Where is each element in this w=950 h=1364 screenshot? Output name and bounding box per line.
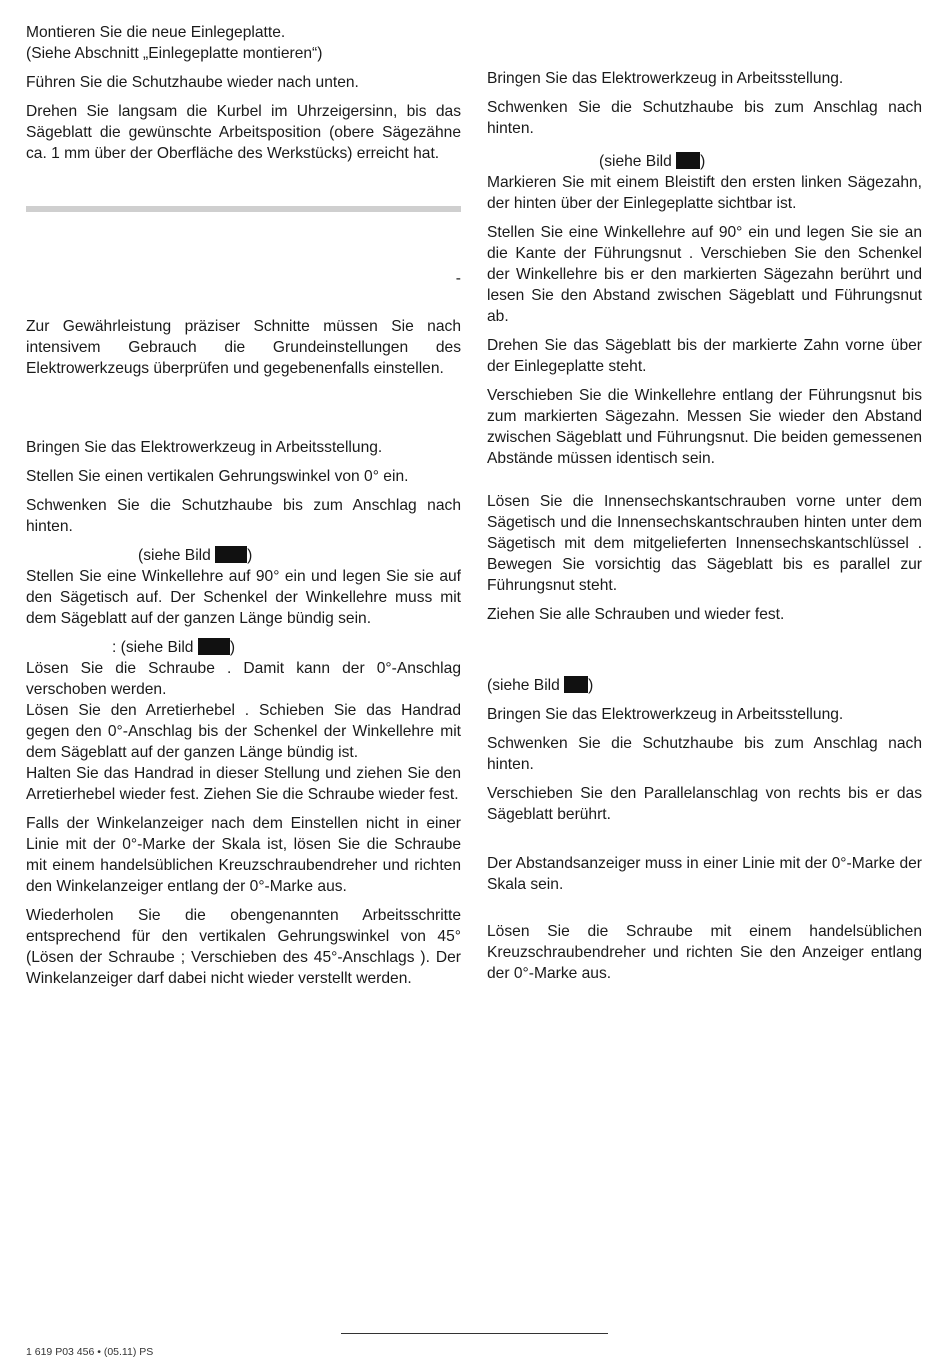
left-column — [26, 22, 461, 997]
footer-rule — [341, 1333, 608, 1334]
figure-reference: (siehe Bild ) — [599, 153, 706, 170]
paragraph: Halten Sie das Handrad in dieser Stellung und ziehen Sie den Arretierhebel wieder fest. Ziehen Sie die Schraube wieder fest. — [26, 765, 461, 803]
paragraph: Stellen Sie eine Winkellehre auf 90° ein und legen Sie sie an die Kante der Führungsnut . Verschieben Sie den Schenkel der Winkellehre bis er den markierten Sägezahn berührt und lesen Sie den Abstand zwischen Sägeblatt und Führungsnut ab. — [487, 224, 922, 325]
figure-reference: (siehe Bild ) — [487, 677, 594, 694]
paragraph: Der Abstandsanzeiger muss in einer Linie mit der 0°-Marke der Skala sein. — [487, 855, 922, 893]
figure-number-mark — [564, 676, 588, 693]
figure-number-mark — [198, 638, 230, 655]
paragraph: Ziehen Sie alle Schrauben und wieder fest. — [487, 606, 785, 623]
paragraph: Falls der Winkelanzeiger nach dem Einstellen nicht in einer Linie mit der 0°-Marke der Skala ist, lösen Sie die Schraube mit einem handelsüblichen Kreuzschraubendreher und richten den Winkelanzeiger entlang der 0°-Marke aus. — [26, 815, 461, 895]
paragraph: Zur Gewährleistung präziser Schnitte müssen Sie nach intensivem Gebrauch die Grundeinstellungen des Elektrowerkzeugs überprüfen und gegebenenfalls einstellen. — [26, 318, 461, 377]
figure-reference: : (siehe Bild ) — [112, 639, 236, 656]
paragraph: Drehen Sie das Sägeblatt bis der markierte Zahn vorne über der Einlegeplatte steht. — [487, 337, 922, 375]
paragraph: Lösen Sie die Innensechskantschrauben vorne unter dem Sägetisch und die Innensechskantschrauben hinten unter dem Sägetisch mit dem mitgelieferten Innensechskantschlüssel . Bewegen Sie vorsichtig das Sägeblatt bis es parallel zur Führungsnut steht. — [487, 493, 922, 594]
right-column — [487, 68, 922, 992]
paragraph: Lösen Sie die Schraube mit einem handelsüblichen Kreuzschraubendreher und richten Sie den Anzeiger entlang der 0°-Marke aus. — [487, 923, 922, 982]
paragraph: Bringen Sie das Elektrowerkzeug in Arbeitsstellung. — [487, 706, 844, 723]
section-divider — [26, 206, 461, 212]
figure-reference: (siehe Bild ) — [138, 547, 253, 564]
paragraph: Verschieben Sie den Parallelanschlag von rechts bis er das Sägeblatt berührt. — [487, 785, 922, 823]
paragraph: Bringen Sie das Elektrowerkzeug in Arbeitsstellung. — [487, 70, 844, 87]
paragraph: Lösen Sie den Arretierhebel . Schieben Sie das Handrad gegen den 0°-Anschlag bis der Schenkel der Winkellehre mit dem Sägeblatt auf der ganzen Länge bündig ist. — [26, 702, 461, 761]
paragraph: Schwenken Sie die Schutzhaube bis zum Anschlag nach hinten. — [487, 735, 922, 773]
paragraph: Drehen Sie langsam die Kurbel im Uhrzeigersinn, bis das Sägeblatt die gewünschte Arbeitsposition (obere Sägezähne ca. 1 mm über der Oberfläche des Werkstücks) erreicht hat. — [26, 103, 461, 162]
paragraph: Montieren Sie die neue Einlegeplatte. (Siehe Abschnitt „Einlegeplatte montieren“) — [26, 24, 323, 62]
footer-code: 1 619 P03 456 • (05.11) PS — [26, 1346, 154, 1358]
paragraph: Schwenken Sie die Schutzhaube bis zum Anschlag nach hinten. — [487, 99, 922, 137]
paragraph: Lösen Sie die Schraube . Damit kann der 0°-Anschlag verschoben werden. — [26, 660, 461, 698]
dash-mark: - — [455, 270, 461, 287]
paragraph: Führen Sie die Schutzhaube wieder nach unten. — [26, 74, 359, 91]
paragraph: Markieren Sie mit einem Bleistift den ersten linken Sägezahn, der hinten über der Einlegeplatte sichtbar ist. — [487, 174, 922, 212]
paragraph: Verschieben Sie die Winkellehre entlang der Führungsnut bis zum markierten Sägezahn. Messen Sie wieder den Abstand zwischen Sägeblatt und Führungsnut. Die beiden gemessenen Abstände müssen identisch sein. — [487, 387, 922, 467]
paragraph: Stellen Sie eine Winkellehre auf 90° ein und legen Sie sie auf den Sägetisch auf. Der Schenkel der Winkellehre muss mit dem Sägeblatt auf der ganzen Länge bündig sein. — [26, 568, 461, 627]
paragraph: Stellen Sie einen vertikalen Gehrungswinkel von 0° ein. — [26, 468, 409, 485]
paragraph: Wiederholen Sie die obengenannten Arbeitsschritte entsprechend für den vertikalen Gehrungswinkel von 45° (Lösen der Schraube ; Verschieben des 45°-Anschlags ). Der Winkelanzeiger darf dabei nicht wieder verstellt werden. — [26, 907, 461, 987]
figure-number-mark — [215, 546, 247, 563]
figure-number-mark — [676, 152, 700, 169]
paragraph: Bringen Sie das Elektrowerkzeug in Arbeitsstellung. — [26, 439, 383, 456]
paragraph: Schwenken Sie die Schutzhaube bis zum Anschlag nach hinten. — [26, 497, 461, 535]
